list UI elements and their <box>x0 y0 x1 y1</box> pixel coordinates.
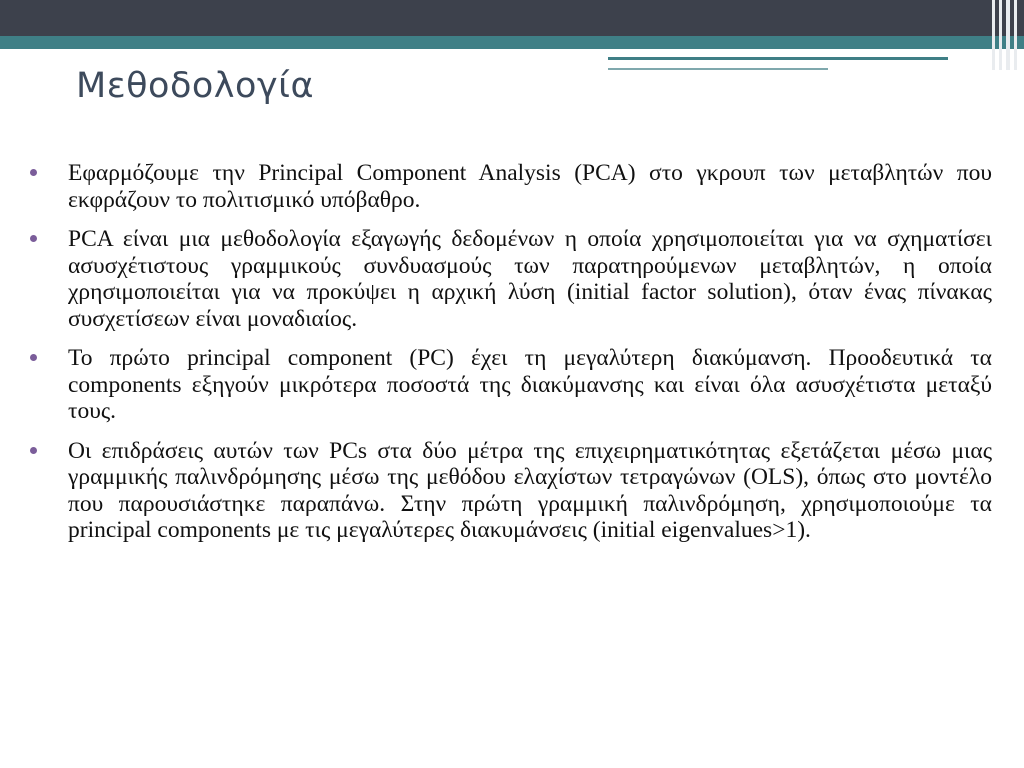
bullet-dot-icon <box>30 235 37 242</box>
bullet-dot-icon <box>30 169 37 176</box>
slide-title: Μεθοδολογία <box>76 66 315 106</box>
bullet-text: PCA είναι μια μεθοδολογία εξαγωγής δεδομένων η οποία χρησιμοποιείται για να σχηματίσει ασυσχέτιστους γραμμικούς συνδυασμούς των παρατηρούμενων μεταβλητών, η οποία χρησιμοποιείται για να προκύψει η αρχική λύση (initial factor solution), όταν ένας πίνακας συσχετίσεων είναι μοναδιαίος. <box>68 226 992 332</box>
decorative-stripes <box>990 0 1024 70</box>
slide-content <box>28 160 992 557</box>
bullet-item <box>28 345 992 425</box>
header-accent-line <box>608 57 948 60</box>
bullet-item <box>28 160 992 213</box>
bullet-text: Εφαρμόζουμε την Principal Component Analysis (PCA) στο γκρουπ των μεταβλητών που εκφράζουν το πολιτισμικό υπόβαθρο. <box>68 160 992 213</box>
bullet-item <box>28 226 992 332</box>
header-accent-band <box>0 36 1024 49</box>
header-bar <box>0 0 1024 36</box>
bullet-dot-icon <box>30 447 37 454</box>
bullet-item <box>28 438 992 544</box>
bullet-text: Το πρώτο principal component (PC) έχει τη μεγαλύτερη διακύμανση. Προοδευτικά τα components εξηγούν μικρότερα ποσοστά της διακύμανσης και είναι όλα ασυσχέτιστα μεταξύ τους. <box>68 345 992 424</box>
bullet-dot-icon <box>30 354 37 361</box>
header-accent-line-secondary <box>608 68 828 70</box>
bullet-text: Οι επιδράσεις αυτών των PCs στα δύο μέτρα της επιχειρηματικότητας εξετάζεται μέσω μιας γραμμικής παλινδρόμησης μέσω της μεθόδου ελαχίστων τετραγώνων (OLS), όπως στο μοντέλο που παρουσιάστηκε παραπάνω. Στην πρώτη γραμμική παλινδρόμηση, χρησιμοποιούμε τα principal components με τις μεγαλύτερες διακυμάνσεις (initial eigenvalues>1). <box>68 437 992 543</box>
